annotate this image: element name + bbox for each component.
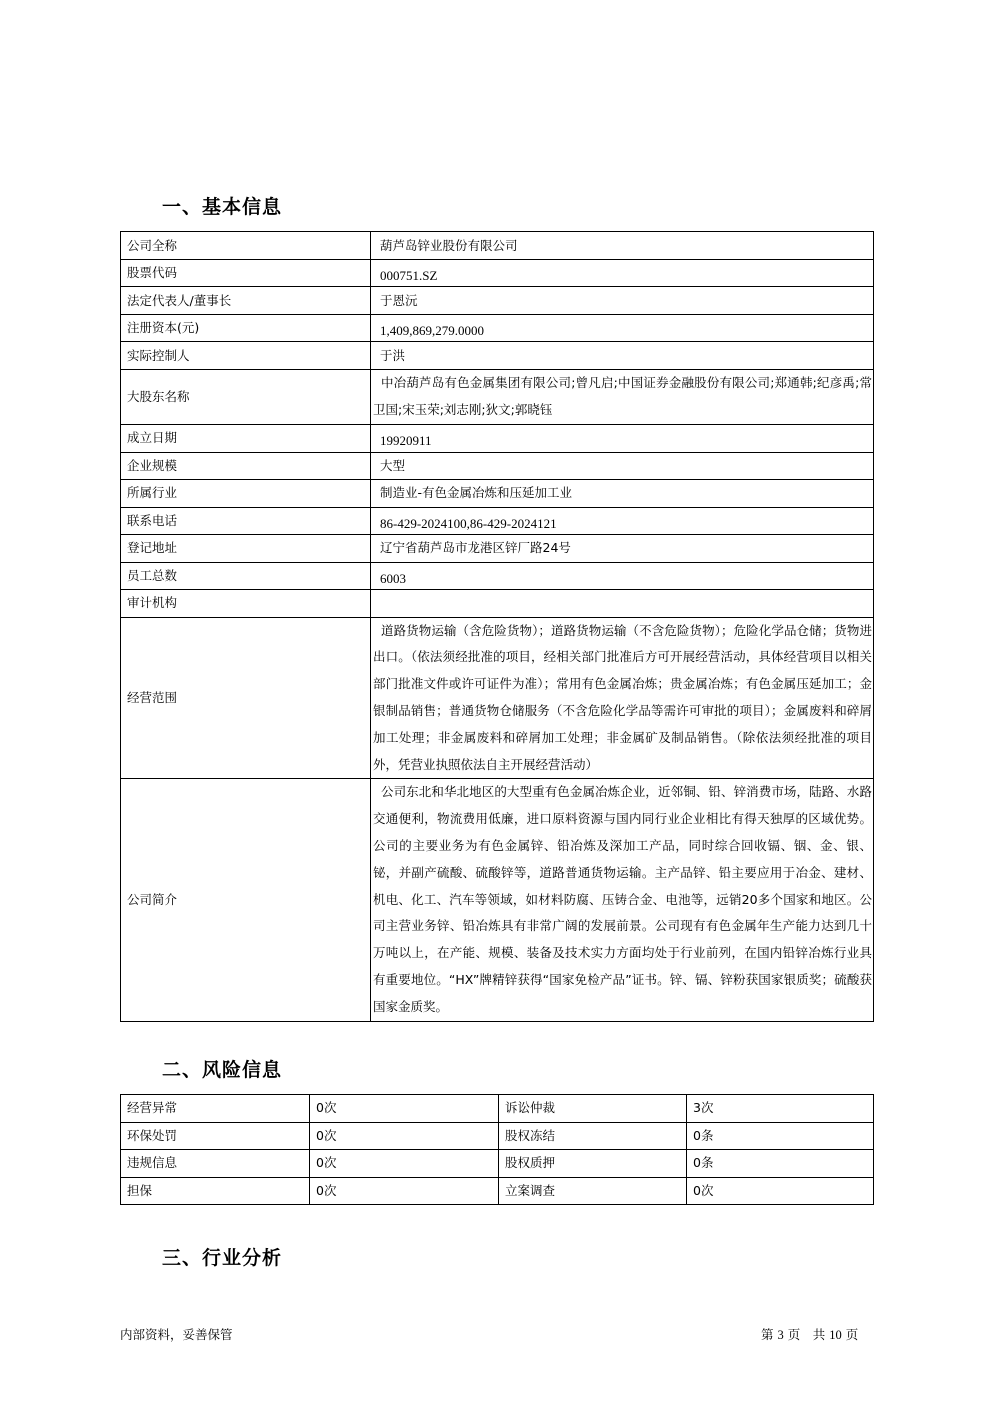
page-total: 10 xyxy=(829,1328,842,1342)
info-value xyxy=(371,370,874,425)
info-label: 登记地址 xyxy=(121,534,371,562)
info-value-text: 道路货物运输（含危险货物）；道路货物运输（不含危险货物）；危险化学品仓储；货物进出口。（依法须经批准的项目，经相关部门批准后方可开展经营活动，具体经营项目以相关部门批准文件或许可证件为准）；常用有色金属冶炼；贵金属冶炼；有色金属压延加工；金银制品销售；普通货物仓储服务（不含危险化学品等需许可审批的项目）；金属废料和碎屑加工处理；非金属废料和碎屑加工处理；非金属矿及制品销售。（除依法须经批准的项目外，凭营业执照依法自主开展经营活动） xyxy=(373,622,872,772)
info-row xyxy=(121,452,874,479)
info-row xyxy=(121,479,874,507)
info-row xyxy=(121,617,874,779)
info-label: 联系电话 xyxy=(121,507,371,534)
info-row xyxy=(121,562,874,589)
info-label: 公司全称 xyxy=(121,232,371,260)
info-label: 经营范围 xyxy=(121,617,371,779)
risk-label: 股权质押 xyxy=(499,1150,687,1178)
info-value: 19920911 xyxy=(371,424,874,452)
risk-value: 0条 xyxy=(687,1150,874,1178)
section-title-industry: 三、行业分析 xyxy=(162,1247,283,1269)
info-row xyxy=(121,589,874,617)
risk-value: 0次 xyxy=(310,1150,499,1178)
info-label: 股票代码 xyxy=(121,260,371,287)
info-row xyxy=(121,232,874,260)
risk-label: 立案调查 xyxy=(499,1177,687,1205)
info-label: 企业规模 xyxy=(121,452,371,479)
info-value: 000751.SZ xyxy=(371,260,874,287)
info-label: 公司简介 xyxy=(121,779,371,1021)
info-label: 所属行业 xyxy=(121,479,371,507)
info-value: 86-429-2024100,86-429-2024121 xyxy=(371,507,874,534)
info-value: 葫芦岛锌业股份有限公司 xyxy=(371,232,874,260)
section-title-risk: 二、风险信息 xyxy=(162,1059,283,1081)
footer-page-info xyxy=(761,1325,858,1343)
info-value-text: 中冶葫芦岛有色金属集团有限公司;曾凡启;中国证券金融股份有限公司;郑通韩;纪彦禹;常卫国;宋玉荣;刘志刚;狄文;郭晓钰 xyxy=(373,375,872,417)
info-label: 大股东名称 xyxy=(121,370,371,425)
info-value: 1,409,869,279.0000 xyxy=(371,315,874,342)
page-number: 3 xyxy=(777,1328,784,1342)
risk-value: 0次 xyxy=(310,1122,499,1150)
risk-label: 环保处罚 xyxy=(121,1122,310,1150)
risk-label: 诉讼仲裁 xyxy=(499,1095,687,1123)
info-label: 法定代表人/董事长 xyxy=(121,287,371,315)
risk-value: 3次 xyxy=(687,1095,874,1123)
info-row xyxy=(121,342,874,370)
risk-row xyxy=(121,1150,874,1178)
info-label: 注册资本(元) xyxy=(121,315,371,342)
info-row xyxy=(121,287,874,315)
info-row xyxy=(121,534,874,562)
risk-row xyxy=(121,1095,874,1123)
risk-label: 担保 xyxy=(121,1177,310,1205)
risk-value: 0次 xyxy=(310,1095,499,1123)
info-value: 6003 xyxy=(371,562,874,589)
risk-value: 0次 xyxy=(687,1177,874,1205)
info-row xyxy=(121,260,874,287)
info-row xyxy=(121,370,874,425)
risk-value: 0条 xyxy=(687,1122,874,1150)
basic-info-table xyxy=(120,231,874,1022)
info-label: 成立日期 xyxy=(121,424,371,452)
info-value xyxy=(371,589,874,617)
info-value-text: 公司东北和华北地区的大型重有色金属冶炼企业，近邻铜、铅、锌消费市场，陆路、水路交通便利，物流费用低廉，进口原料资源与国内同行业企业相比有得天独厚的区域优势。公司的主要业务为有色金属锌、铅冶炼及深加工产品，同时综合回收镉、铟、金、银、铋，并副产硫酸、硫酸锌等，道路普通货物运输。主产品锌、铅主要应用于冶金、建材、机电、化工、汽车等领域，如材料防腐、压铸合金、电池等，远销20多个国家和地区。公司主营业务锌、铅冶炼具有非常广阔的发展前景。公司现有有色金属年生产能力达到几十万吨以上，在产能、规模、装备及技术实力方面均处于行业前列，在国内铅锌冶炼行业具有重要地位。“HX”牌精锌获得“国家免检产品”证书。锌、镉、锌粉获国家银质奖；硫酸获国家金质奖。 xyxy=(373,784,872,1014)
page-prefix: 第 xyxy=(761,1327,774,1342)
info-value: 制造业-有色金属冶炼和压延加工业 xyxy=(371,479,874,507)
info-value: 于洪 xyxy=(371,342,874,370)
info-value: 于恩沅 xyxy=(371,287,874,315)
info-row xyxy=(121,315,874,342)
risk-label: 股权冻结 xyxy=(499,1122,687,1150)
risk-info-table xyxy=(120,1094,874,1205)
info-row xyxy=(121,779,874,1021)
info-value: 大型 xyxy=(371,452,874,479)
footer-confidential-note: 内部资料，妥善保管 xyxy=(120,1327,233,1342)
info-value xyxy=(371,617,874,779)
info-value xyxy=(371,779,874,1021)
page-suffix: 页 xyxy=(845,1327,859,1342)
info-row xyxy=(121,424,874,452)
info-label: 实际控制人 xyxy=(121,342,371,370)
risk-value: 0次 xyxy=(310,1177,499,1205)
info-value: 辽宁省葫芦岛市龙港区锌厂路24号 xyxy=(371,534,874,562)
info-row xyxy=(121,507,874,534)
section-title-basic: 一、基本信息 xyxy=(162,196,283,218)
page-middle: 页 共 xyxy=(787,1327,826,1342)
risk-row xyxy=(121,1177,874,1205)
risk-row xyxy=(121,1122,874,1150)
risk-label: 经营异常 xyxy=(121,1095,310,1123)
info-label: 员工总数 xyxy=(121,562,371,589)
risk-label: 违规信息 xyxy=(121,1150,310,1178)
info-label: 审计机构 xyxy=(121,589,371,617)
